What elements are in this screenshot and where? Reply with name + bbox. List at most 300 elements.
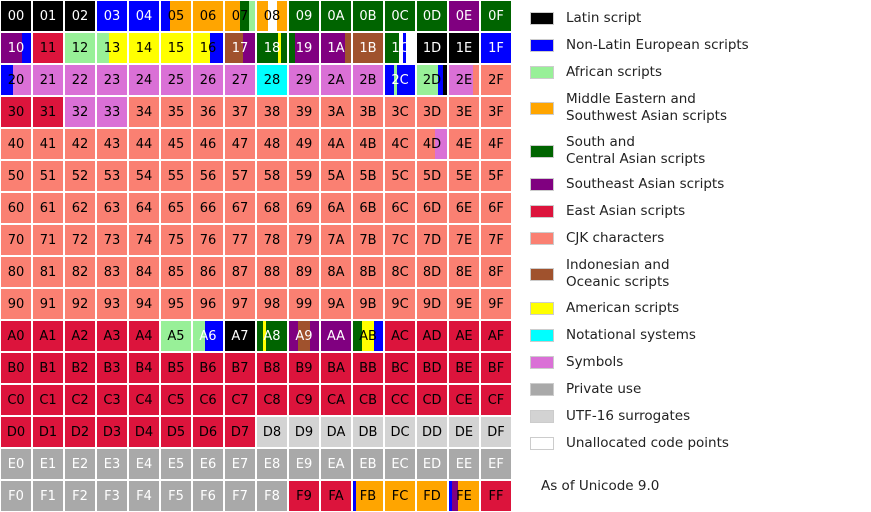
- block-cell-b6: [192, 352, 224, 384]
- block-label: A4: [135, 328, 153, 344]
- block-label: 6F: [488, 200, 504, 216]
- block-label: 41: [39, 136, 57, 152]
- block-cell-f0: [0, 480, 32, 512]
- block-cell-b1: [32, 352, 64, 384]
- block-cell-18: [256, 32, 288, 64]
- block-label: 93: [103, 296, 121, 312]
- legend-swatch: [530, 437, 554, 450]
- block-cell-af: [480, 320, 512, 352]
- block-label: 91: [39, 296, 57, 312]
- legend-item-indonesian: [530, 257, 670, 291]
- legend-swatch: [530, 232, 554, 245]
- block-cell-4f: [480, 128, 512, 160]
- block-label: 59: [295, 168, 313, 184]
- block-cell-38: [256, 96, 288, 128]
- legend-label: Unallocated code points: [566, 435, 729, 451]
- block-cell-c9: [288, 384, 320, 416]
- block-label: 04: [135, 8, 153, 24]
- block-cell-27: [224, 64, 256, 96]
- block-label: 9C: [391, 296, 409, 312]
- block-label: CC: [390, 392, 410, 408]
- block-cell-7f: [480, 224, 512, 256]
- block-label: 17: [231, 40, 249, 56]
- block-cell-5b: [352, 160, 384, 192]
- block-label: 0D: [422, 8, 442, 24]
- block-cell-6a: [320, 192, 352, 224]
- block-label: D7: [230, 424, 250, 440]
- block-cell-98: [256, 288, 288, 320]
- block-cell-0c: [384, 0, 416, 32]
- block-label: C4: [135, 392, 153, 408]
- block-label: 80: [7, 264, 25, 280]
- block-label: 63: [103, 200, 121, 216]
- block-label: AA: [326, 328, 346, 344]
- block-label: C2: [71, 392, 89, 408]
- block-cell-6e: [448, 192, 480, 224]
- block-cell-d0: [0, 416, 32, 448]
- block-cell-7c: [384, 224, 416, 256]
- block-cell-1c: [384, 32, 416, 64]
- block-cell-4b: [352, 128, 384, 160]
- block-cell-dc: [384, 416, 416, 448]
- block-cell-7a: [320, 224, 352, 256]
- block-label: 6A: [327, 200, 345, 216]
- block-cell-f4: [128, 480, 160, 512]
- block-label: 38: [263, 104, 281, 120]
- block-label: 43: [103, 136, 121, 152]
- block-label: 4F: [488, 136, 504, 152]
- block-label: B7: [231, 360, 249, 376]
- block-cell-78: [256, 224, 288, 256]
- block-cell-4d: [416, 128, 448, 160]
- block-cell-e0: [0, 448, 32, 480]
- block-cell-6f: [480, 192, 512, 224]
- block-label: 96: [199, 296, 217, 312]
- block-cell-16: [192, 32, 224, 64]
- block-label: B9: [295, 360, 313, 376]
- block-cell-ae: [448, 320, 480, 352]
- block-label: 8A: [327, 264, 345, 280]
- block-cell-88: [256, 256, 288, 288]
- block-label: C7: [231, 392, 249, 408]
- block-label: BF: [487, 360, 505, 376]
- block-cell-91: [32, 288, 64, 320]
- block-cell-29: [288, 64, 320, 96]
- block-label: 8E: [455, 264, 473, 280]
- block-cell-f3: [96, 480, 128, 512]
- block-cell-62: [64, 192, 96, 224]
- block-cell-42: [64, 128, 96, 160]
- block-cell-43: [96, 128, 128, 160]
- block-label: 5D: [422, 168, 442, 184]
- block-label: 82: [71, 264, 89, 280]
- block-label: 08: [263, 8, 281, 24]
- legend-item-nonlatin-eu: [530, 37, 749, 54]
- block-label: 84: [135, 264, 153, 280]
- block-label: E6: [199, 456, 217, 472]
- block-cell-19: [288, 32, 320, 64]
- block-label: E3: [103, 456, 121, 472]
- block-label: 11: [39, 40, 57, 56]
- block-cell-2c: [384, 64, 416, 96]
- block-label: 61: [39, 200, 57, 216]
- block-cell-04: [128, 0, 160, 32]
- block-label: 78: [263, 232, 281, 248]
- block-label: EA: [327, 456, 345, 472]
- block-cell-9b: [352, 288, 384, 320]
- block-label: 4A: [327, 136, 345, 152]
- block-cell-c1: [32, 384, 64, 416]
- block-cell-cd: [416, 384, 448, 416]
- block-label: 7B: [359, 232, 377, 248]
- block-label: C0: [7, 392, 25, 408]
- block-cell-74: [128, 224, 160, 256]
- block-cell-b0: [0, 352, 32, 384]
- block-label: 4E: [455, 136, 473, 152]
- block-cell-8b: [352, 256, 384, 288]
- block-label: 94: [135, 296, 153, 312]
- block-label: 54: [135, 168, 153, 184]
- block-label: 21: [39, 72, 57, 88]
- block-label: 6E: [455, 200, 473, 216]
- block-label: 69: [295, 200, 313, 216]
- block-cell-81: [32, 256, 64, 288]
- legend-item-unallocated: [530, 435, 729, 452]
- block-label: 16: [199, 40, 217, 56]
- block-label: BA: [327, 360, 345, 376]
- block-label: 2E: [455, 72, 473, 88]
- block-label: E9: [295, 456, 313, 472]
- legend-label: Latin script: [566, 10, 642, 26]
- block-cell-2a: [320, 64, 352, 96]
- block-label: 39: [295, 104, 313, 120]
- block-cell-bb: [352, 352, 384, 384]
- block-label: B5: [167, 360, 185, 376]
- block-label: 89: [295, 264, 313, 280]
- block-cell-da: [320, 416, 352, 448]
- block-cell-9e: [448, 288, 480, 320]
- block-cell-34: [128, 96, 160, 128]
- block-label: 5B: [359, 168, 377, 184]
- block-label: 8B: [359, 264, 377, 280]
- block-label: 57: [231, 168, 249, 184]
- block-label: B6: [199, 360, 217, 376]
- block-label: 01: [39, 8, 57, 24]
- block-label: 2D: [422, 72, 442, 88]
- block-cell-07: [224, 0, 256, 32]
- block-label: FC: [391, 488, 409, 504]
- block-cell-93: [96, 288, 128, 320]
- block-label: 3D: [422, 104, 442, 120]
- block-cell-ca: [320, 384, 352, 416]
- block-cell-37: [224, 96, 256, 128]
- block-label: A2: [71, 328, 89, 344]
- block-cell-7d: [416, 224, 448, 256]
- block-label: 6B: [359, 200, 377, 216]
- block-cell-39: [288, 96, 320, 128]
- block-cell-92: [64, 288, 96, 320]
- legend-item-private: [530, 381, 641, 398]
- block-label: E5: [167, 456, 185, 472]
- block-cell-a5: [160, 320, 192, 352]
- legend-swatch: [530, 356, 554, 369]
- block-cell-36: [192, 96, 224, 128]
- block-label: 0A: [327, 8, 345, 24]
- block-cell-9c: [384, 288, 416, 320]
- block-label: E8: [263, 456, 281, 472]
- legend-label: African scripts: [566, 64, 663, 80]
- block-cell-05: [160, 0, 192, 32]
- block-label: 53: [103, 168, 121, 184]
- block-label: E4: [135, 456, 153, 472]
- block-cell-32: [64, 96, 96, 128]
- legend-item-south-asian: [530, 134, 705, 168]
- block-cell-50: [0, 160, 32, 192]
- block-label: 9D: [422, 296, 442, 312]
- block-cell-2b: [352, 64, 384, 96]
- block-cell-82: [64, 256, 96, 288]
- legend-swatch: [530, 268, 554, 281]
- block-cell-71: [32, 224, 64, 256]
- block-label: 7F: [488, 232, 504, 248]
- block-label: 83: [103, 264, 121, 280]
- legend-swatch: [530, 66, 554, 79]
- block-cell-dd: [416, 416, 448, 448]
- block-label: 73: [103, 232, 121, 248]
- block-label: 55: [167, 168, 185, 184]
- block-cell-a4: [128, 320, 160, 352]
- block-cell-c0: [0, 384, 32, 416]
- block-label: 90: [7, 296, 25, 312]
- block-label: 00: [7, 8, 25, 24]
- block-cell-90: [0, 288, 32, 320]
- block-label: 95: [167, 296, 185, 312]
- block-label: E7: [231, 456, 249, 472]
- block-cell-0f: [480, 0, 512, 32]
- block-cell-be: [448, 352, 480, 384]
- legend-item-symbols: [530, 354, 623, 371]
- block-cell-64: [128, 192, 160, 224]
- block-label: 4D: [422, 136, 442, 152]
- block-cell-fe: [448, 480, 480, 512]
- block-label: AF: [487, 328, 505, 344]
- block-label: 9E: [455, 296, 473, 312]
- block-cell-1b: [352, 32, 384, 64]
- block-label: 26: [199, 72, 217, 88]
- block-label: D3: [102, 424, 122, 440]
- block-label: 05: [167, 8, 185, 24]
- block-label: 52: [71, 168, 89, 184]
- block-cell-b4: [128, 352, 160, 384]
- block-label: B2: [71, 360, 89, 376]
- block-cell-ea: [320, 448, 352, 480]
- block-label: DD: [421, 424, 443, 440]
- block-label: 58: [263, 168, 281, 184]
- block-cell-53: [96, 160, 128, 192]
- block-cell-a8: [256, 320, 288, 352]
- block-label: C3: [103, 392, 121, 408]
- block-cell-e5: [160, 448, 192, 480]
- block-label: D4: [134, 424, 154, 440]
- block-cell-d2: [64, 416, 96, 448]
- block-label: F8: [264, 488, 280, 504]
- block-label: 0E: [455, 8, 473, 24]
- legend-item-surrogates: [530, 408, 690, 425]
- legend-label: Symbols: [566, 354, 624, 370]
- block-label: 3C: [391, 104, 409, 120]
- block-label: D5: [166, 424, 186, 440]
- block-label: 5C: [391, 168, 409, 184]
- block-cell-d9: [288, 416, 320, 448]
- block-label: DA: [326, 424, 346, 440]
- block-label: D6: [198, 424, 218, 440]
- block-label: 35: [167, 104, 185, 120]
- legend-swatch: [530, 102, 554, 115]
- block-cell-13: [96, 32, 128, 64]
- block-cell-58: [256, 160, 288, 192]
- block-label: 02: [71, 8, 89, 24]
- block-label: 30: [7, 104, 25, 120]
- block-label: CE: [455, 392, 473, 408]
- block-label: 64: [135, 200, 153, 216]
- block-label: 51: [39, 168, 57, 184]
- block-label: D8: [262, 424, 282, 440]
- block-label: 7E: [455, 232, 473, 248]
- block-label: C8: [263, 392, 281, 408]
- block-label: 3E: [455, 104, 473, 120]
- block-label: 32: [71, 104, 89, 120]
- block-label: E1: [39, 456, 57, 472]
- block-cell-61: [32, 192, 64, 224]
- block-cell-40: [0, 128, 32, 160]
- legend-label: Middle Eastern and Southwest Asian scripts: [566, 91, 727, 124]
- block-cell-5e: [448, 160, 480, 192]
- block-label: 46: [199, 136, 217, 152]
- block-cell-68: [256, 192, 288, 224]
- legend-label: Southeast Asian scripts: [566, 176, 725, 192]
- block-cell-c7: [224, 384, 256, 416]
- block-cell-ff: [480, 480, 512, 512]
- block-label: 50: [7, 168, 25, 184]
- block-cell-08: [256, 0, 288, 32]
- block-label: B4: [135, 360, 153, 376]
- block-cell-f2: [64, 480, 96, 512]
- block-cell-66: [192, 192, 224, 224]
- block-label: B1: [39, 360, 57, 376]
- block-label: A6: [199, 328, 217, 344]
- legend-item-east-asian: [530, 203, 685, 220]
- block-label: A3: [103, 328, 121, 344]
- block-cell-83: [96, 256, 128, 288]
- legend-swatch: [530, 410, 554, 423]
- block-cell-4a: [320, 128, 352, 160]
- block-cell-b5: [160, 352, 192, 384]
- block-cell-bc: [384, 352, 416, 384]
- block-label: AB: [359, 328, 377, 344]
- block-cell-c2: [64, 384, 96, 416]
- block-cell-d3: [96, 416, 128, 448]
- block-label: 12: [71, 40, 89, 56]
- block-cell-80: [0, 256, 32, 288]
- block-cell-3c: [384, 96, 416, 128]
- block-label: 3B: [359, 104, 377, 120]
- block-label: FD: [423, 488, 441, 504]
- block-cell-e8: [256, 448, 288, 480]
- block-cell-a9: [288, 320, 320, 352]
- block-cell-24: [128, 64, 160, 96]
- block-label: 28: [263, 72, 281, 88]
- block-cell-ab: [352, 320, 384, 352]
- block-label: 98: [263, 296, 281, 312]
- block-cell-de: [448, 416, 480, 448]
- block-cell-3e: [448, 96, 480, 128]
- block-cell-1d: [416, 32, 448, 64]
- block-cell-c3: [96, 384, 128, 416]
- block-cell-ad: [416, 320, 448, 352]
- block-label: 0B: [359, 8, 377, 24]
- block-label: B8: [263, 360, 281, 376]
- block-cell-f1: [32, 480, 64, 512]
- block-cell-85: [160, 256, 192, 288]
- block-cell-f5: [160, 480, 192, 512]
- block-label: 67: [231, 200, 249, 216]
- block-cell-c4: [128, 384, 160, 416]
- block-label: 2C: [391, 72, 409, 88]
- block-label: 34: [135, 104, 153, 120]
- block-cell-00: [0, 0, 32, 32]
- block-cell-a0: [0, 320, 32, 352]
- block-label: 77: [231, 232, 249, 248]
- block-cell-56: [192, 160, 224, 192]
- block-cell-75: [160, 224, 192, 256]
- block-label: DE: [454, 424, 474, 440]
- block-cell-47: [224, 128, 256, 160]
- block-label: 86: [199, 264, 217, 280]
- block-cell-95: [160, 288, 192, 320]
- block-label: 36: [199, 104, 217, 120]
- block-cell-5c: [384, 160, 416, 192]
- block-label: 99: [295, 296, 313, 312]
- block-label: F5: [168, 488, 184, 504]
- block-cell-69: [288, 192, 320, 224]
- block-label: 6C: [391, 200, 409, 216]
- block-cell-03: [96, 0, 128, 32]
- block-cell-59: [288, 160, 320, 192]
- block-cell-46: [192, 128, 224, 160]
- block-cell-8d: [416, 256, 448, 288]
- legend-label: CJK characters: [566, 230, 665, 246]
- block-label: EB: [359, 456, 377, 472]
- block-label: CA: [327, 392, 345, 408]
- block-cell-33: [96, 96, 128, 128]
- block-cell-fa: [320, 480, 352, 512]
- legend-item-se-asian: [530, 176, 724, 193]
- block-cell-45: [160, 128, 192, 160]
- block-label: 92: [71, 296, 89, 312]
- block-cell-cc: [384, 384, 416, 416]
- block-label: A7: [231, 328, 249, 344]
- block-cell-30: [0, 96, 32, 128]
- block-cell-3a: [320, 96, 352, 128]
- legend-item-american: [530, 300, 679, 317]
- block-label: A8: [263, 328, 281, 344]
- block-label: F7: [232, 488, 248, 504]
- block-label: 06: [199, 8, 217, 24]
- block-cell-d1: [32, 416, 64, 448]
- block-cell-5a: [320, 160, 352, 192]
- block-label: A1: [39, 328, 57, 344]
- block-cell-52: [64, 160, 96, 192]
